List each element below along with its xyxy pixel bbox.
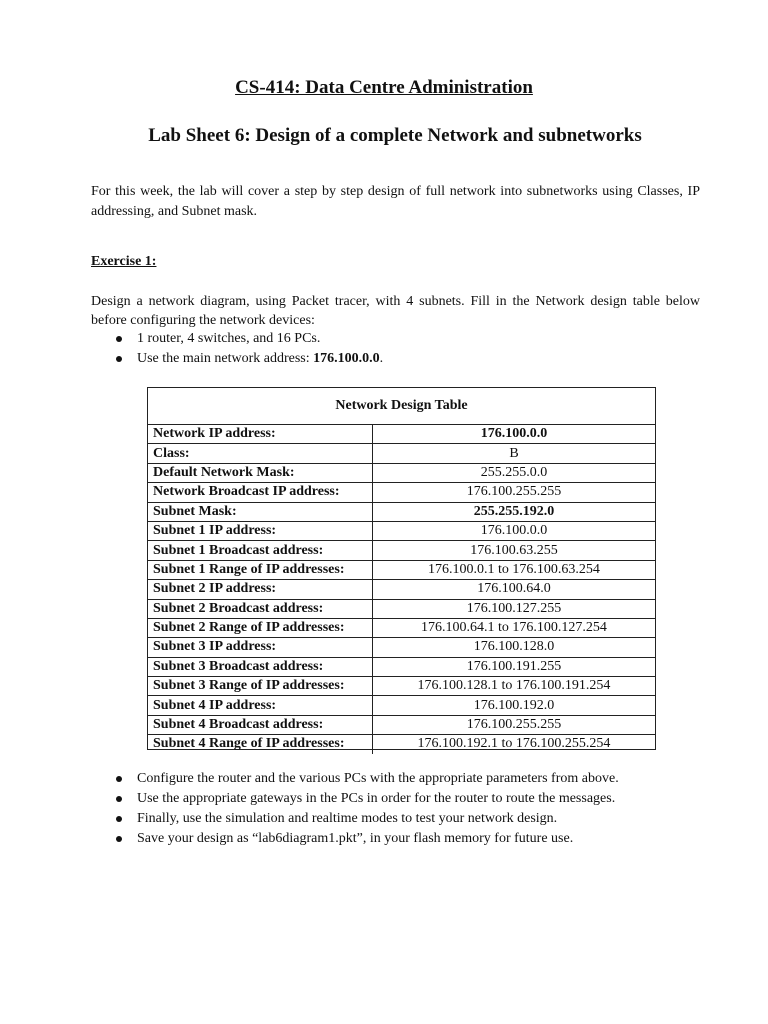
table-row (148, 618, 655, 637)
list-item (116, 329, 383, 349)
row-value: 176.100.255.255 (373, 715, 656, 734)
row-value: 176.100.0.0 (373, 425, 656, 444)
network-design-table (147, 387, 656, 750)
lab-sheet-title: Lab Sheet 6: Design of a complete Network and subnetworks (148, 125, 642, 146)
table-row (148, 483, 655, 502)
table-row (148, 599, 655, 618)
list-item (116, 829, 619, 849)
list-item-text: 1 router, 4 switches, and 16 PCs. (137, 331, 321, 346)
bullet-icon (116, 776, 122, 782)
table-row (148, 657, 655, 676)
row-label: Default Network Mask: (148, 463, 373, 482)
bullet-icon (116, 836, 122, 842)
row-label: Subnet 4 Broadcast address: (148, 715, 373, 734)
table-row (148, 677, 655, 696)
row-value: 176.100.64.0 (373, 580, 656, 599)
course-title: CS-414: Data Centre Administration (235, 77, 533, 98)
row-value: 176.100.0.0 (373, 521, 656, 540)
row-value: 176.100.192.0 (373, 696, 656, 715)
row-label: Subnet 3 Broadcast address: (148, 657, 373, 676)
list-item-text: Use the appropriate gateways in the PCs in order for the router to route the messages. (137, 791, 616, 806)
row-value: 176.100.63.255 (373, 541, 656, 560)
row-label: Subnet 1 Broadcast address: (148, 541, 373, 560)
row-value: 176.100.128.0 (373, 638, 656, 657)
row-label: Subnet 3 IP address: (148, 638, 373, 657)
row-label: Subnet 1 IP address: (148, 521, 373, 540)
table-row (148, 638, 655, 657)
list-item-suffix: . (379, 351, 384, 366)
table-row (148, 463, 655, 482)
table-row (148, 560, 655, 579)
table-row (148, 425, 655, 444)
list-item-text: Finally, use the simulation and realtime modes to test your network design. (137, 811, 558, 826)
row-label: Subnet 1 Range of IP addresses: (148, 560, 373, 579)
row-value: 176.100.128.1 to 176.100.191.254 (373, 677, 656, 696)
list-item (116, 769, 619, 789)
exercise-heading: Exercise 1: (91, 254, 157, 269)
row-label: Network IP address: (148, 425, 373, 444)
row-value: 255.255.0.0 (373, 463, 656, 482)
list-item (116, 349, 383, 369)
exercise-description: Design a network diagram, using Packet tracer, with 4 subnets. Fill in the Network design table below before configuring the network devices: (91, 294, 700, 328)
row-value: 176.100.64.1 to 176.100.127.254 (373, 618, 656, 637)
table-row (148, 735, 655, 754)
bullet-icon (116, 356, 122, 362)
table-row (148, 502, 655, 521)
list-item (116, 809, 619, 829)
row-label: Network Broadcast IP address: (148, 483, 373, 502)
main-network-address: 176.100.0.0 (313, 351, 380, 366)
table-row (148, 715, 655, 734)
list-item (116, 789, 619, 809)
table-row (148, 521, 655, 540)
table-row (148, 444, 655, 463)
row-value: 176.100.255.255 (373, 483, 656, 502)
row-value: B (373, 444, 656, 463)
row-value: 176.100.191.255 (373, 657, 656, 676)
table-row (148, 696, 655, 715)
row-value: 176.100.0.1 to 176.100.63.254 (373, 560, 656, 579)
requirements-list (116, 329, 383, 369)
intro-paragraph: For this week, the lab will cover a step by step design of full network into subnetworks using Classes, IP addressing, and Subnet mask. (91, 184, 700, 219)
list-item-text: Use the main network address: (137, 351, 314, 366)
row-label: Subnet 2 IP address: (148, 580, 373, 599)
bullet-icon (116, 796, 122, 802)
row-label: Class: (148, 444, 373, 463)
bullet-icon (116, 816, 122, 822)
row-label: Subnet Mask: (148, 502, 373, 521)
list-item-text: Configure the router and the various PCs with the appropriate parameters from above. (137, 771, 619, 786)
table-row (148, 580, 655, 599)
design-table-grid (148, 425, 655, 754)
bullet-icon (116, 336, 122, 342)
instructions-list (116, 769, 619, 849)
row-value: 176.100.192.1 to 176.100.255.254 (373, 735, 656, 754)
row-label: Subnet 2 Broadcast address: (148, 599, 373, 618)
row-label: Subnet 3 Range of IP addresses: (148, 677, 373, 696)
row-label: Subnet 2 Range of IP addresses: (148, 618, 373, 637)
row-label: Subnet 4 Range of IP addresses: (148, 735, 373, 754)
row-value: 176.100.127.255 (373, 599, 656, 618)
list-item-text: Save your design as “lab6diagram1.pkt”, in your flash memory for future use. (137, 831, 574, 846)
row-label: Subnet 4 IP address: (148, 696, 373, 715)
table-row (148, 541, 655, 560)
table-caption: Network Design Table (148, 388, 655, 425)
row-value: 255.255.192.0 (373, 502, 656, 521)
